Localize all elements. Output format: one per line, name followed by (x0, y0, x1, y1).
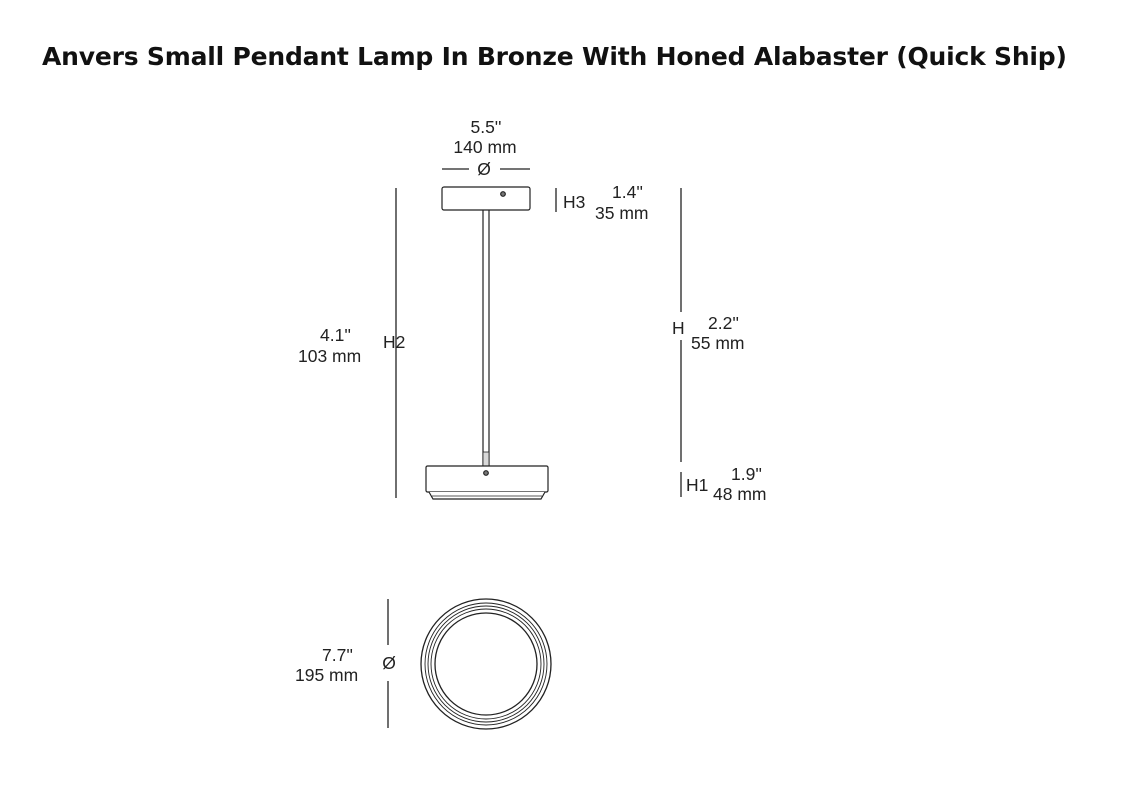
shade-diameter-mm: 195 mm (295, 665, 359, 685)
h3-inches: 1.4'' (612, 182, 644, 202)
shade-ring-4 (431, 609, 541, 719)
canopy-diameter-mm: 140 mm (453, 137, 517, 157)
shade-height-dimension (681, 464, 766, 504)
h2-code: H2 (383, 332, 406, 352)
shade-diameter-dimension (295, 599, 396, 728)
stem-collar (483, 452, 489, 466)
h-mm: 55 mm (691, 333, 745, 353)
canopy-diameter-dimension (442, 117, 530, 179)
canopy-diameter-symbol: Ø (477, 159, 491, 179)
lamp-side-view (426, 187, 548, 499)
h2-inches: 4.1'' (320, 325, 352, 345)
h3-code: H3 (563, 192, 586, 212)
shade-ring-2 (425, 603, 547, 725)
h2-mm: 103 mm (298, 346, 362, 366)
lamp-bottom-view (421, 599, 551, 729)
h-inches: 2.2'' (708, 313, 740, 333)
h3-mm: 35 mm (595, 203, 649, 223)
h1-inches: 1.9'' (731, 464, 763, 484)
shade-screw (484, 471, 489, 476)
shade-diameter-inches: 7.7'' (322, 645, 354, 665)
stem-height-dimension (298, 188, 405, 498)
shade-ring-3 (428, 606, 544, 722)
canopy-diameter-inches: 5.5'' (470, 117, 502, 137)
shade-body (426, 466, 548, 492)
h1-code: H1 (686, 475, 709, 495)
canopy (442, 187, 530, 210)
shade-diameter-symbol: Ø (382, 653, 396, 673)
diffuser-ring (435, 613, 537, 715)
shade-outer-ring (421, 599, 551, 729)
overall-height-dimension (672, 188, 744, 462)
diffuser (429, 492, 545, 499)
page-title: Anvers Small Pendant Lamp In Bronze With Honed Alabaster (Quick Ship) (42, 42, 1067, 71)
canopy-screw (501, 192, 506, 197)
h1-mm: 48 mm (713, 484, 767, 504)
canopy-height-dimension (556, 182, 648, 223)
h-code: H (672, 318, 685, 338)
